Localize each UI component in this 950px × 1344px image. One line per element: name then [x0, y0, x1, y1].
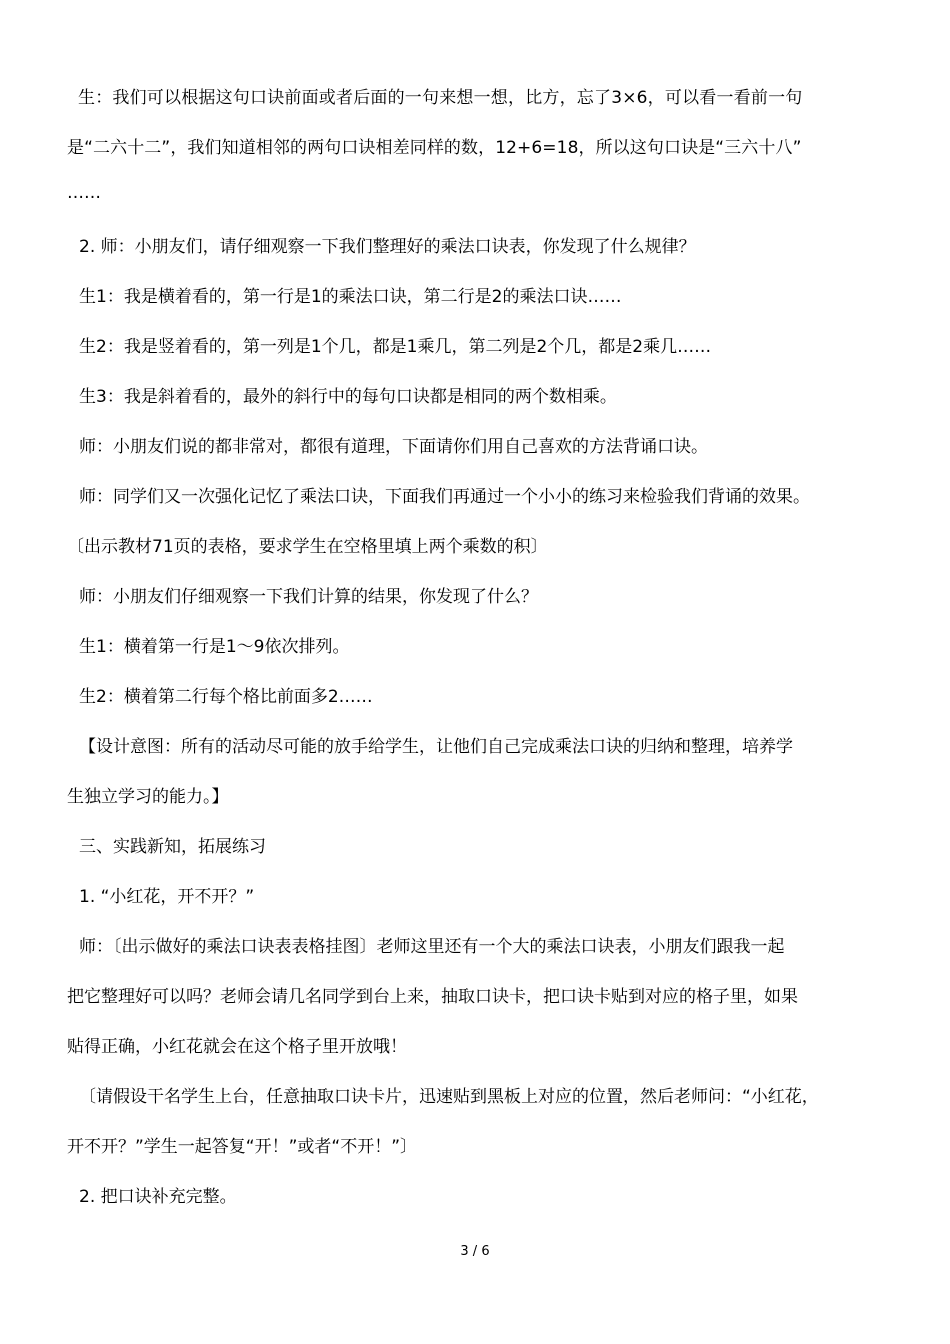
text-line-1: 生：我们可以根据这句口诀前面或者后面的一句来想一想，比方，忘了3×6，可以看一看前一句	[78, 88, 803, 108]
text-line-18: 师：〔出示做好的乘法口诀表表格挂图〕老师这里还有一个大的乘法口诀表，小朋友们跟我一起	[79, 937, 785, 957]
text-line-13: 生2：横着第二行每个格比前面多2……	[79, 687, 373, 707]
text-line-8: 师：小朋友们说的都非常对，都很有道理，下面请你们用自己喜欢的方法背诵口诀。	[79, 437, 708, 457]
text-line-11: 师：小朋友们仔细观察一下我们计算的结果，你发现了什么？	[79, 587, 538, 607]
text-line-9: 师：同学们又一次强化记忆了乘法口诀，下面我们再通过一个小小的练习来检验我们背诵的效果。	[79, 487, 810, 507]
text-line-5: 生1：我是横着看的，第一行是1的乘法口诀，第二行是2的乘法口诀……	[79, 287, 622, 307]
section-heading: 三、实践新知，拓展练习	[79, 837, 266, 857]
text-line-22: 开不开？”学生一起答复“开！”或者“不开！”〕	[67, 1137, 418, 1157]
text-line-15: 生独立学习的能力。】	[67, 787, 229, 807]
text-line-7: 生3：我是斜着看的，最外的斜行中的每句口诀都是相同的两个数相乘。	[79, 387, 617, 407]
text-line-14: 【设计意图：所有的活动尽可能的放手给学生，让他们自己完成乘法口诀的归纳和整理，培养学	[79, 737, 793, 757]
text-line-21: 〔请假设干名学生上台，任意抽取口诀卡片，迅速贴到黑板上对应的位置，然后老师问：“小红花，	[79, 1087, 819, 1107]
text-line-6: 生2：我是竖着看的，第一列是1个几，都是1乘几，第二列是2个几，都是2乘几……	[79, 337, 712, 357]
text-line-10: 〔出示教材71页的表格，要求学生在空格里填上两个乘数的积〕	[67, 537, 548, 557]
text-line-2: 是“二六十二”，我们知道相邻的两句口诀相差同样的数，12+6=18，所以这句口诀是“三六十八”	[67, 138, 802, 158]
text-line-17: 1. “小红花，开不开？”	[79, 887, 255, 907]
text-line-23: 2. 把口诀补充完整。	[79, 1187, 237, 1207]
text-line-20: 贴得正确，小红花就会在这个格子里开放哦！	[67, 1037, 407, 1057]
text-line-3: ……	[67, 183, 101, 203]
text-line-12: 生1：横着第一行是1～9依次排列。	[79, 637, 350, 657]
text-line-19: 把它整理好可以吗？老师会请几名同学到台上来，抽取口诀卡，把口诀卡贴到对应的格子里，如果	[67, 987, 798, 1007]
page-number: 3 / 6	[460, 1244, 490, 1259]
text-line-4: 2. 师：小朋友们，请仔细观察一下我们整理好的乘法口诀表，你发现了什么规律？	[79, 237, 696, 257]
